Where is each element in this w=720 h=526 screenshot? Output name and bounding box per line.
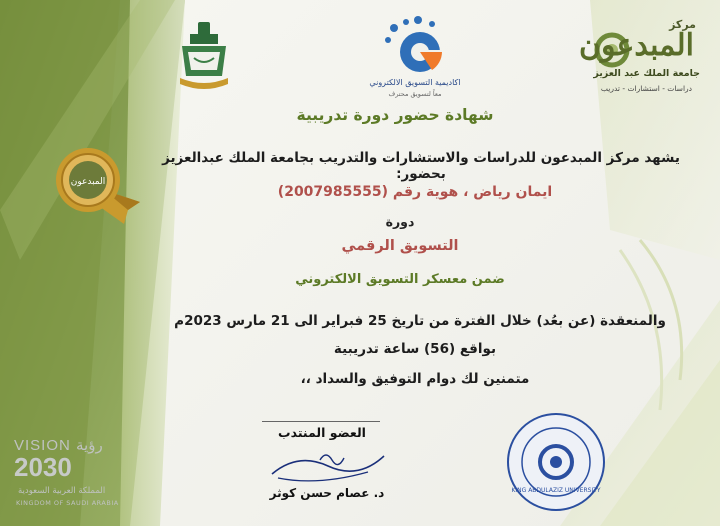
certificate-title: شهادة حضور دورة تدريبية <box>296 106 494 124</box>
kau-emblem-icon <box>176 20 232 92</box>
course-name: التسويق الرقمي <box>341 238 459 254</box>
vision-2030-logo <box>14 436 134 516</box>
mobdioon-logo <box>578 18 700 98</box>
vision-year: 2030 <box>14 452 72 482</box>
handwritten-signature <box>268 446 388 486</box>
vision-arabic-text: المملكة العربية السعودية <box>18 486 106 496</box>
certificate-intro: يشهد مركز المبدعون للدراسات والاستشارات والتدريب بجامعة الملك عبدالعزيز بحضور: <box>162 150 680 182</box>
closing-wish: متمنين لك دوام التوفيق والسداد ،، <box>300 371 530 387</box>
course-label: دورة <box>385 214 415 229</box>
camp-name: ضمن معسكر التسويق الالكتروني <box>295 272 505 287</box>
signer-name: د. عصام حسن كوثر <box>269 486 385 500</box>
mobdioon-sub-text: جامعة الملك عبد العزيز <box>593 68 700 79</box>
mobdioon-main-text: المبدعون <box>578 28 694 63</box>
mobdioon-tagline: دراسات - استشارات - تدريب <box>600 84 692 93</box>
vision-english-text: KINGDOM OF SAUDI ARABIA <box>16 499 119 507</box>
academy-slogan: معاً لتسويق محترف <box>388 90 442 98</box>
academy-name: اكاديمية التسويق الالكتروني <box>369 78 461 87</box>
seal-text: المبدعون <box>70 177 106 187</box>
stamp-text: KING ABDULAZIZ UNIVERSITY <box>511 487 601 494</box>
recipient-name: ايمان رياض ، هوية رقم (2007985555) <box>277 184 553 200</box>
academy-logo <box>360 14 470 104</box>
course-hours: بواقع (56) ساعة تدريبية <box>333 341 497 357</box>
gold-seal-icon <box>44 140 148 230</box>
academy-e-icon <box>380 14 452 76</box>
vision-top-text: VISION رؤية <box>14 437 103 454</box>
mobdioon-top-text: مركز <box>669 18 696 31</box>
signature-divider <box>262 421 380 422</box>
university-stamp-icon <box>504 410 608 514</box>
signer-role: العضو المنتدب <box>278 425 366 440</box>
course-period: والمنعقدة (عن بعُد) خلال الفترة من تاريخ 25 فبراير الى 21 مارس 2023م <box>174 313 666 329</box>
